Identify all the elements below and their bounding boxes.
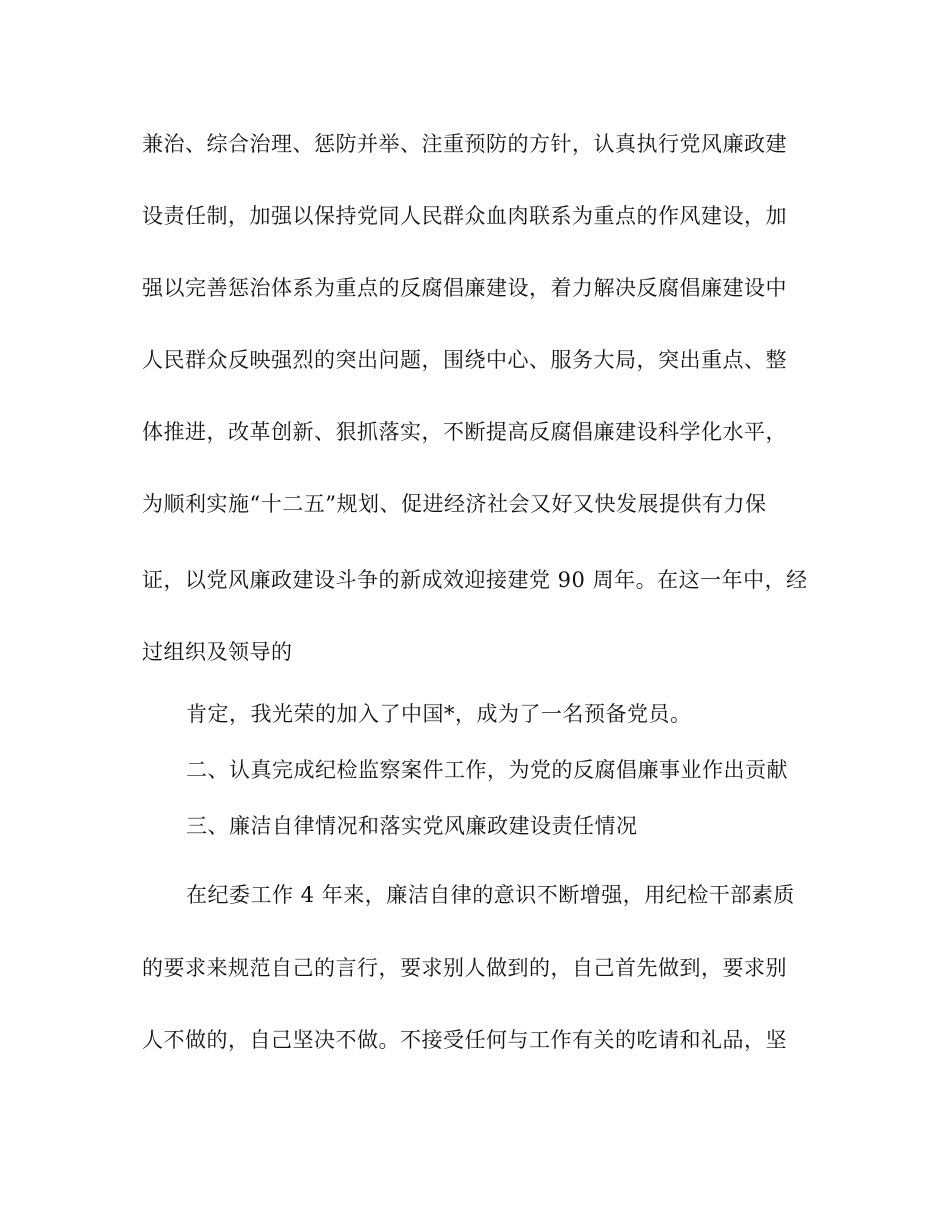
paragraph-text-line: 肯定，我光荣的加入了中国*，成为了一名预备党员。: [186, 702, 692, 726]
section-heading: 三、廉洁自律情况和落实党风廉政建设责任情况: [186, 814, 638, 838]
body-text-line: 的要求来规范自己的言行，要求别人做到的，自己首先做到，要求别: [142, 956, 787, 980]
body-text-line: 兼治、综合治理、惩防并举、注重预防的方针，认真执行党风廉政建: [142, 132, 787, 156]
paragraph-text-line: 在纪委工作 4 年来，廉洁自律的意识不断增强，用纪检干部素质: [186, 883, 795, 907]
body-text-line: 人民群众反映强烈的突出问题，围绕中心、服务大局，突出重点、整: [142, 348, 787, 372]
section-heading: 二、认真完成纪检监察案件工作，为党的反腐倡廉事业作出贡献: [186, 758, 788, 782]
body-text-line: 为顺利实施“十二五”规划、促进经济社会又好又快发展提供有力保: [142, 492, 767, 516]
body-text-line: 设责任制，加强以保持党同人民群众血肉联系为重点的作风建设，加: [142, 204, 787, 228]
body-text-line: 证，以党风廉政建设斗争的新成效迎接建党 90 周年。在这一年中，经: [142, 568, 808, 592]
body-text-line: 人不做的，自己坚决不做。不接受任何与工作有关的吃请和礼品，坚: [142, 1028, 787, 1052]
body-text-line: 体推进，改革创新、狠抓落实，不断提高反腐倡廉建设科学化水平，: [142, 420, 787, 444]
body-text-line: 过组织及领导的: [142, 640, 293, 664]
body-text-line: 强以完善惩治体系为重点的反腐倡廉建设，着力解决反腐倡廉建设中: [142, 276, 787, 300]
